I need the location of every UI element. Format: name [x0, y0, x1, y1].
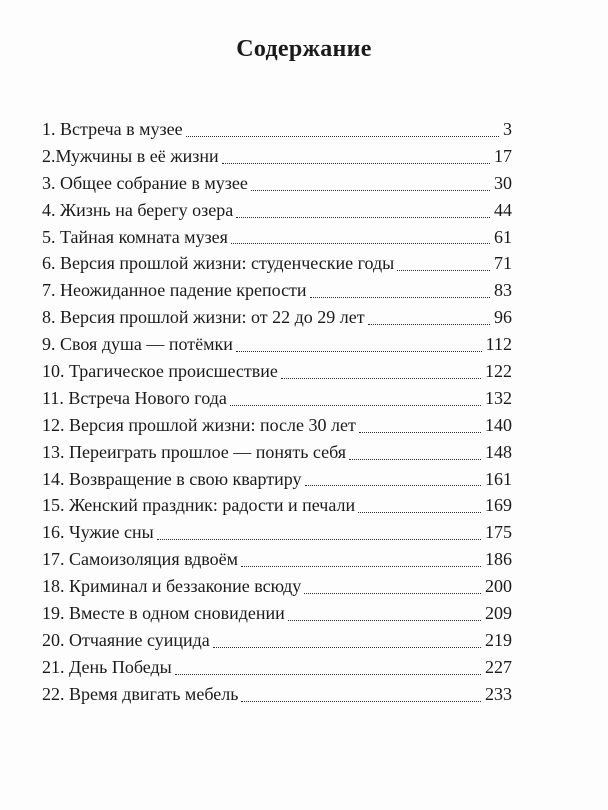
toc-entry-page-number: 186 [485, 549, 512, 570]
toc-dot-leader [157, 539, 481, 540]
toc-entry-title: 6. Версия прошлой жизни: студенческие годы [42, 253, 395, 274]
toc-entry [42, 519, 512, 546]
toc-entry-page-number: 175 [485, 522, 512, 543]
toc-dot-leader [368, 324, 490, 325]
toc-dot-leader [186, 136, 499, 137]
toc-entry-title: 19. Вместе в одном сновидении [42, 603, 285, 624]
toc-entry-title: 21. День Победы [42, 656, 172, 677]
toc-entry-title: 16. Чужие сны [42, 522, 154, 543]
toc-entry-title: 13. Переиграть прошлое — понять себя [42, 441, 347, 462]
toc-dot-leader [241, 701, 481, 702]
toc-dot-leader [251, 190, 490, 191]
toc-entry [42, 681, 512, 708]
toc-entry-page-number: 61 [494, 226, 512, 247]
toc-dot-leader [175, 674, 481, 675]
toc-entry [42, 143, 512, 170]
toc-entry [42, 546, 512, 573]
toc-entry-title: 9. Своя душа — потёмки [42, 334, 233, 355]
toc-entry-title: 11. Встреча Нового года [42, 387, 227, 408]
toc-entry [42, 385, 512, 412]
toc-entry-title: 14. Возвращение в свою квартиру [42, 468, 302, 489]
toc-entry-page-number: 132 [485, 387, 512, 408]
toc-entry [42, 304, 512, 331]
toc-entry-page-number: 17 [494, 145, 512, 166]
toc-dot-leader [231, 243, 490, 244]
toc-entry-title: 18. Криминал и беззаконие всюду [42, 576, 302, 597]
toc-entry [42, 197, 512, 224]
toc-entry-page-number: 140 [485, 414, 512, 435]
toc-dot-leader [288, 620, 481, 621]
toc-dot-leader [213, 647, 481, 648]
table-of-contents [42, 116, 512, 708]
toc-entry-page-number: 200 [485, 576, 512, 597]
toc-entry [42, 439, 512, 466]
toc-dot-leader [222, 163, 490, 164]
toc-entry [42, 250, 512, 277]
toc-entry [42, 492, 512, 519]
toc-entry [42, 654, 512, 681]
toc-entry-title: 3. Общее собрание в музее [42, 172, 248, 193]
toc-dot-leader [236, 351, 482, 352]
toc-entry [42, 573, 512, 600]
toc-entry-title: 5. Тайная комната музея [42, 226, 228, 247]
toc-entry-page-number: 233 [485, 683, 512, 704]
toc-entry [42, 412, 512, 439]
toc-entry-page-number: 219 [485, 629, 512, 650]
toc-entry [42, 331, 512, 358]
toc-entry-page-number: 209 [485, 603, 512, 624]
toc-entry [42, 116, 512, 143]
toc-dot-leader [397, 270, 490, 271]
toc-entry-title: 1. Встреча в музее [42, 119, 183, 139]
toc-dot-leader [230, 405, 481, 406]
toc-dot-leader [349, 459, 481, 460]
toc-entry-page-number: 30 [494, 172, 512, 193]
toc-dot-leader [236, 217, 490, 218]
toc-entry [42, 600, 512, 627]
toc-entry-page-number: 169 [485, 495, 512, 516]
toc-entry-title: 12. Версия прошлой жизни: после 30 лет [42, 414, 356, 435]
toc-dot-leader [359, 432, 481, 433]
toc-entry-page-number: 44 [494, 199, 512, 220]
toc-entry-title: 20. Отчаяние суицида [42, 629, 210, 650]
toc-entry-title: 7. Неожиданное падение крепости [42, 280, 307, 301]
toc-dot-leader [281, 378, 481, 379]
toc-entry-title: 4. Жизнь на берегу озера [42, 199, 234, 220]
toc-entry [42, 277, 512, 304]
toc-entry-title: 22. Время двигать мебель [42, 683, 239, 704]
toc-entry [42, 224, 512, 251]
toc-entry [42, 358, 512, 385]
toc-entry [42, 466, 512, 493]
toc-entry-page-number: 3 [503, 119, 512, 139]
toc-entry-page-number: 96 [494, 307, 512, 328]
toc-entry-page-number: 112 [485, 334, 512, 355]
toc-entry-title: 10. Трагическое происшествие [42, 361, 278, 382]
toc-entry-page-number: 122 [485, 361, 512, 382]
toc-entry-title: 17. Самоизоляция вдвоём [42, 549, 239, 570]
page-title: Содержание [236, 36, 372, 62]
toc-entry-page-number: 227 [485, 656, 512, 677]
toc-dot-leader [310, 297, 490, 298]
toc-dot-leader [305, 485, 481, 486]
toc-entry [42, 170, 512, 197]
toc-dot-leader [358, 512, 481, 513]
toc-entry-page-number: 148 [485, 441, 512, 462]
toc-dot-leader [304, 593, 481, 594]
toc-entry-title: 2.Мужчины в её жизни [42, 145, 219, 166]
toc-entry [42, 627, 512, 654]
toc-entry-page-number: 71 [494, 253, 512, 274]
toc-dot-leader [241, 566, 481, 567]
toc-entry-page-number: 161 [485, 468, 512, 489]
toc-entry-title: 15. Женский праздник: радости и печали [42, 495, 356, 516]
toc-entry-title: 8. Версия прошлой жизни: от 22 до 29 лет [42, 307, 365, 328]
toc-entry-page-number: 83 [494, 280, 512, 301]
